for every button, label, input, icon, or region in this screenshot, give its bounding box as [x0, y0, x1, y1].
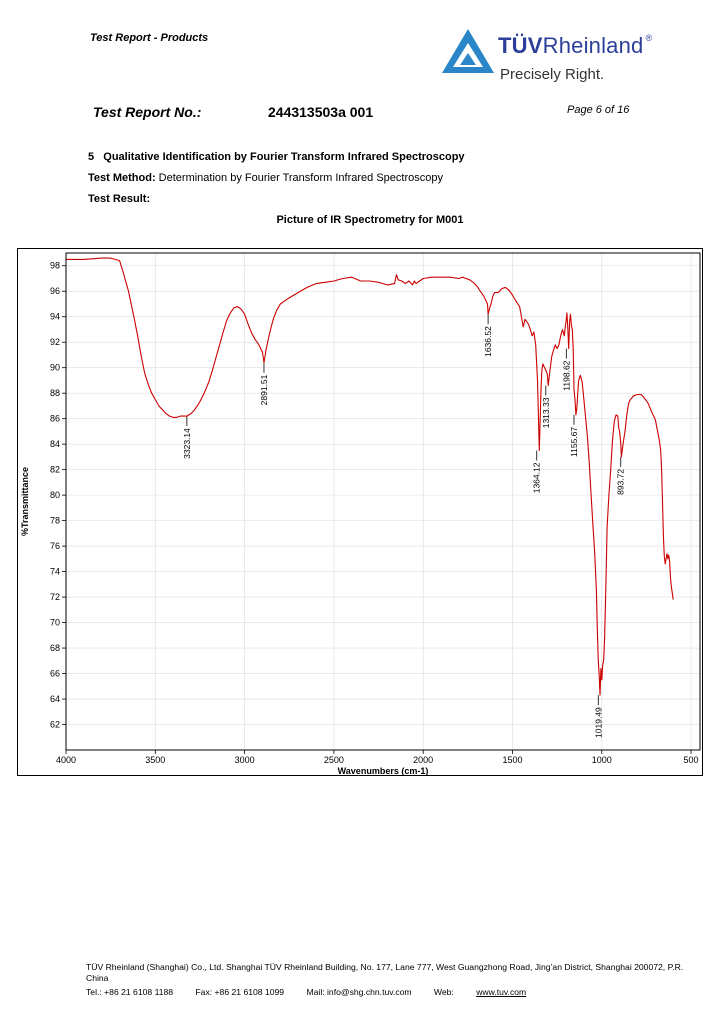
- footer-address: TÜV Rheinland (Shanghai) Co., Ltd. Shanghai TÜV Rheinland Building, No. 177, Lane 777, West Guangzhong Road, Jing’an District, Shanghai 200072, P.R. China: [86, 962, 684, 983]
- report-number-label: Test Report No.:: [93, 104, 202, 120]
- y-tick-label: 72: [49, 592, 60, 603]
- footer-web-link: www.tuv.com: [476, 987, 527, 997]
- peak-label: 893.72: [615, 468, 626, 495]
- x-tick-label: 4000: [55, 755, 77, 765]
- triangle-logo-icon: [442, 29, 494, 73]
- y-tick-label: 96: [49, 286, 60, 297]
- y-tick-label: 78: [49, 515, 60, 526]
- y-tick-label: 92: [49, 337, 60, 348]
- peak-label: 1155.67: [568, 426, 579, 457]
- y-tick-label: 84: [49, 439, 60, 450]
- y-tick-label: 74: [49, 566, 60, 577]
- footer-fax: Fax: +86 21 6108 1099: [195, 987, 285, 997]
- picture-title: Picture of IR Spectrometry for M001: [276, 214, 464, 226]
- ir-spectrum-chart: [18, 249, 702, 775]
- peak-label: 1636.52: [483, 326, 494, 357]
- y-tick-label: 90: [49, 362, 60, 373]
- test-method: Test Method: Determination by Fourier Transform Infrared Spectroscopy: [88, 172, 443, 184]
- peak-label: 1364.12: [531, 462, 542, 494]
- x-tick-label: 2500: [323, 755, 344, 765]
- peak-label: 1019.49: [593, 707, 604, 738]
- footer-contacts: [86, 987, 546, 998]
- report-number: 244313503a 001: [268, 104, 374, 120]
- plot-area: [66, 253, 700, 750]
- brand-slogan: Precisely Right.: [500, 66, 605, 83]
- y-tick-label: 66: [49, 668, 60, 679]
- peak-label: 1198.62: [561, 360, 572, 391]
- y-tick-label: 68: [49, 643, 60, 654]
- x-axis-label: Wavenumbers (cm-1): [337, 766, 429, 775]
- footer-mail: Mail: info@shg.chn.tuv.com: [306, 987, 412, 997]
- section-heading: 5 Qualitative Identification by Fourier Transform Infrared Spectroscopy: [88, 151, 465, 163]
- y-tick-label: 62: [49, 719, 60, 730]
- footer-web[interactable]: Web: www.tuv.com: [433, 987, 527, 997]
- footer-tel: Tel.: +86 21 6108 1188: [86, 987, 174, 997]
- x-tick-label: 1500: [502, 755, 523, 765]
- y-tick-label: 98: [49, 260, 60, 271]
- x-tick-label: 2000: [413, 755, 434, 765]
- y-tick-label: 80: [49, 490, 60, 501]
- x-tick-label: 500: [683, 755, 699, 765]
- y-tick-label: 82: [49, 464, 60, 475]
- y-tick-label: 86: [49, 413, 60, 424]
- x-tick-label: 3000: [234, 755, 255, 765]
- spectrum-line: [66, 258, 673, 695]
- report-category: Test Report - Products: [90, 32, 209, 44]
- y-tick-label: 94: [49, 311, 60, 322]
- ir-spectrum-chart-frame: [17, 248, 703, 776]
- y-tick-label: 64: [49, 694, 60, 705]
- brand-name: TÜVRheinland ®: [498, 33, 653, 58]
- y-axis-label: %Transmittance: [20, 466, 30, 537]
- x-tick-label: 3500: [145, 755, 166, 765]
- peak-label: 2891.51: [258, 374, 269, 406]
- peak-label: 1313.33: [540, 397, 551, 429]
- y-tick-label: 88: [49, 388, 60, 399]
- y-tick-label: 76: [49, 541, 60, 552]
- peak-label: 3323.14: [181, 428, 192, 459]
- page-number: Page 6 of 16: [567, 104, 630, 116]
- test-result-label: Test Result:: [88, 193, 151, 205]
- y-tick-label: 70: [49, 617, 60, 628]
- x-tick-label: 1000: [591, 755, 612, 765]
